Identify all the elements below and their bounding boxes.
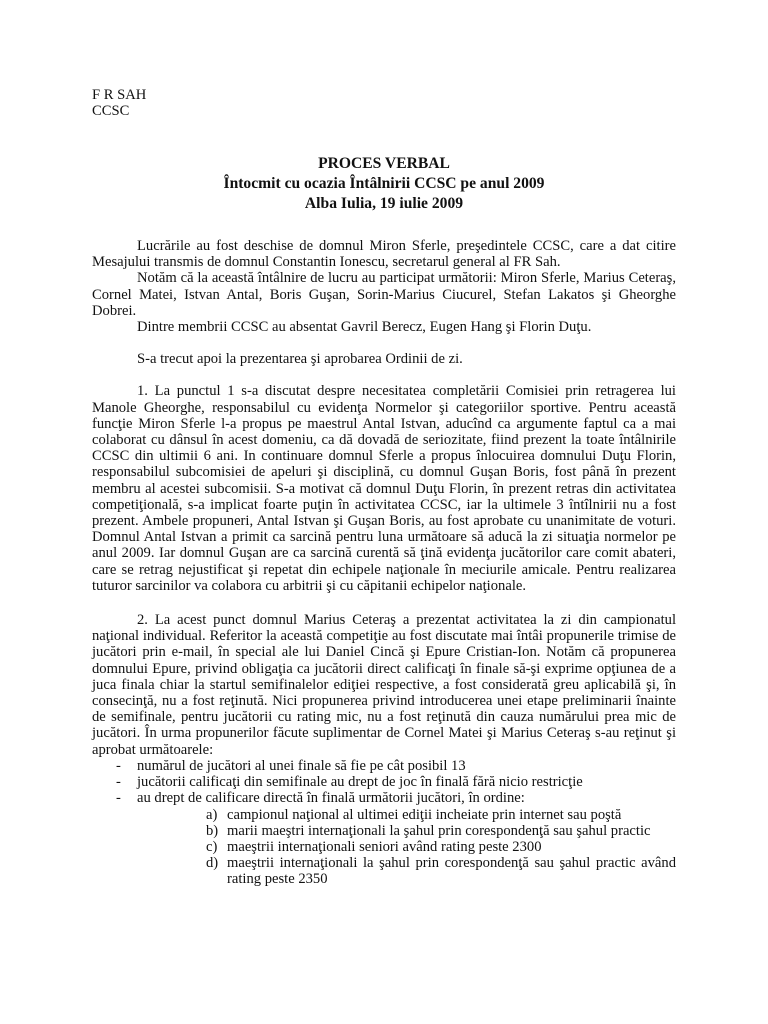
intro-paragraph: Lucrările au fost deschise de domnul Miron Sferle, preşedintele CCSC, care a dat citire Mesajului transmis de domnul Constantin Ionescu, secretarul general al FR Sah. — [92, 238, 676, 271]
list-marker: d) — [206, 855, 219, 872]
document-place-date: Alba Iulia, 19 iulie 2009 — [304, 195, 464, 212]
list-item — [92, 790, 676, 887]
list-item-text: au drept de calificare directă în finală următorii jucători, în ordine: — [137, 790, 525, 807]
list-marker: b) — [206, 822, 219, 839]
decisions-list — [92, 758, 676, 888]
qualification-order-list — [137, 807, 676, 888]
document-title: PROCES VERBAL — [318, 155, 450, 172]
list-item — [137, 855, 676, 887]
point-1-paragraph: 1. La punctul 1 s-a discutat despre necesitatea completării Comisiei prin retragerea lui Manole Gheorghe, responsabilul cu evidenţa Normelor şi categoriilor sportive. Pentru această funcţie Miron Sferle l-a propus pe maestrul Antal Istvan, aducînd ca argumente faptul ca a mai colaborat cu dânsul în acest domeniu, ca dă dovadă de seriozitate, fiind prezent la toate întâlnirile CCSC din ultimii 6 ani. In continuare domnul Sferle a propus înlocuirea domnului Duţu Florin, responsabilul subcomisiei de apeluri şi disciplină, cu domnul Guşan Boris, fost până în prezent membru al acestei subcomisii. S-a motivat că domnul Duţu Florin, în prezent retras din activitatea competiţională, s-a implicat foarte puţin în activitatea CCSC, iar la ultimele 3 întîlnirii nu a fost prezent. Ambele propuneri, Antal Istvan şi Guşan Boris, au fost aprobate cu unanimitate de voturi. Domnul Antal Istvan a primit ca sarcină pentru luna următoare să aducă la zi situaţia normelor pe anul 2009. Iar domnul Guşan are ca sarcină curentă să ţină evidenţa jucătorilor care comit abateri, care se retrag nejustificat şi repetat din echipele naţionale în meciurile amicale. Pentru realizarea tuturor sarcinilor va colabora cu arbitrii şi cu căpitanii echipelor naţionale. — [92, 383, 676, 594]
participants-paragraph: Notăm că la această întâlnire de lucru au participat următorii: Miron Sferle, Marius Ceteraş, Cornel Matei, Istvan Antal, Boris Guşan, Sorin-Marius Ciucurel, Stefan Lakatos şi Gheorghe Dobrei. — [92, 270, 676, 319]
header-committee: CCSC — [92, 103, 130, 120]
header-organization: F R SAH — [92, 87, 147, 103]
agenda-paragraph: S-a trecut apoi la prezentarea şi aprobarea Ordinii de zi. — [137, 351, 463, 368]
list-item — [137, 839, 676, 855]
document-body — [92, 238, 676, 888]
list-item: - jucătorii calificaţi din semifinale au drept de joc în finală fără nicio restricţie — [92, 774, 676, 790]
title-block — [92, 154, 676, 214]
list-item-text: campionul naţional al ultimei ediţii incheiate prin internet sau poştă — [227, 806, 622, 823]
point-2-paragraph: 2. La acest punct domnul Marius Ceteraş a prezentat activitatea la zi din campionatul naţional individual. Referitor la această competiţie au fost discutate mai întâi propunerile trimise de jucători prin e-mail, în special ale lui Daniel Cincă şi Epure Cristian-Ion. Notăm că propunerea domnului Epure, privind obligaţia ca jucătorii direct calificaţi în finale să-şi exprime opţiunea de a juca finala chiar la startul semifinalelor ediţiei respective, a fost considerată greu aplicabilă şi, în consecinţă, nu a fost reţinută. Nici propunerea privind introducerea unei etape preliminarii înainte de semifinale, pentru jucătorii cu rating mic, nu a fost reţinută din cauza numărului prea mic de jucători. În urma propunerilor făcute suplimentar de Cornel Matei şi Marius Ceteraş s-au reţinut şi aprobat următoarele: — [92, 612, 676, 758]
list-marker: a) — [206, 806, 218, 823]
list-item-text: maeştrii internaţionali seniori având rating peste 2300 — [227, 838, 542, 855]
list-marker: c) — [206, 838, 218, 855]
document-header — [92, 87, 146, 119]
list-item-text: maeştrii internaţionali la şahul prin corespondenţă sau şahul practic având rating peste 2350 — [227, 855, 676, 888]
list-item — [137, 807, 676, 823]
list-item — [137, 823, 676, 839]
list-item-text: marii maeştri internaţionali la şahul prin corespondenţă sau şahul practic — [227, 822, 651, 839]
list-item: - numărul de jucători al unei finale să fie pe cât posibil 13 — [92, 758, 676, 774]
document-subtitle: Întocmit cu ocazia Întâlnirii CCSC pe anul 2009 — [223, 175, 545, 192]
absentees-paragraph: Dintre membrii CCSC au absentat Gavril Berecz, Eugen Hang şi Florin Duţu. — [137, 319, 592, 336]
